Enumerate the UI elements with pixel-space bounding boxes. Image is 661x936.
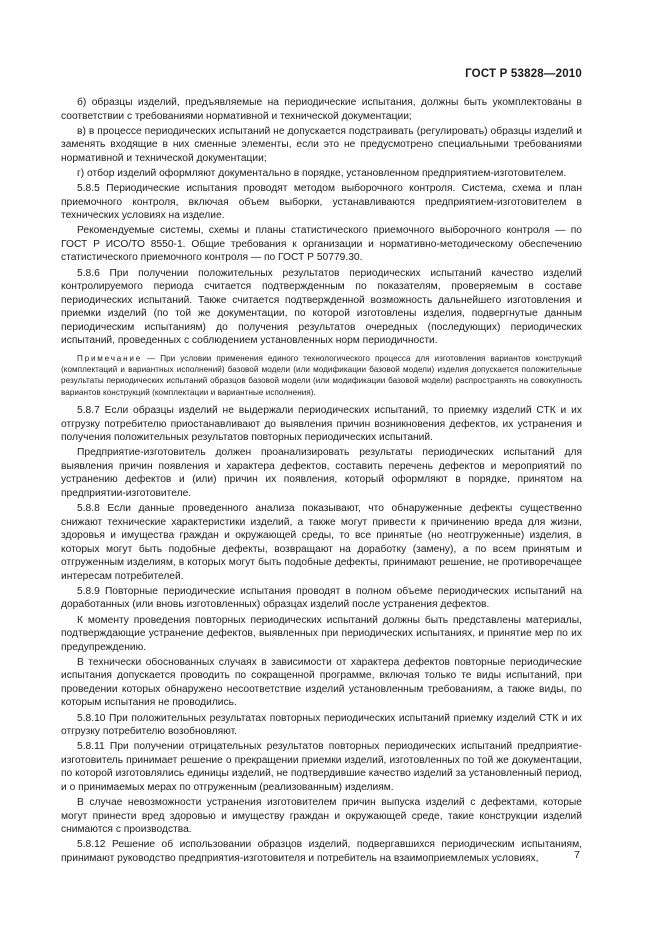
paragraph-discontinue: В случае невозможности устранения изготовителем причин выпуска изделий с дефектами, которые могут принести вред здоровью и имуществу граждан и окружающей среде, такие конструкции изделий снимаются с производства.: [61, 797, 582, 836]
paragraph-5-8-9: 5.8.9 Повторные периодические испытания проводят в полном объеме периодических испытаний на доработанных (или вновь изготовленных) образцах изделий после устранения дефектов.: [61, 585, 582, 611]
paragraph-5-8-12: 5.8.12 Решение об использовании образцов изделий, подвергавшихся периодическим испытаниям, принимают руководство предприятия-изготовителя и потребитель на взаимоприемлемых условиях,: [61, 839, 582, 864]
paragraph-item-b: б) образцы изделий, предъявляемые на периодические испытания, должны быть укомплектованы в соответствии с требованиями нормативной и технической документации;: [61, 97, 582, 122]
page-number: 7: [574, 849, 580, 861]
note-text: — При условии применения единого технологического процесса для изготовления вариантов конструкций (комплектаций и вариантных исполнений) базовой модели (или модификации базовой модели) изделия допускается положительные результаты периодических испытаний образцов базовой модели (или модификации базовой модели) распространять на совокупность вариантов конструкций (комплектации и вариантные исполнения).: [61, 353, 582, 397]
note-label: Примечание: [77, 353, 143, 363]
paragraph-recommended-systems: Рекомендуемые системы, схемы и планы статистического приемочного выборочного контроля — по ГОСТ Р ИСО/ТО 8550-1. Общие требования к организации и нормативно-методическому обеспечению статистического приемочного контроля — по ГОСТ Р 50779.30.: [61, 225, 582, 264]
paragraph-5-8-8: 5.8.8 Если данные проведенного анализа показывают, что обнаруженные дефекты существенно снижают технические характеристики изделий, а также могут привести к причинению вреда для жизни, здоровья и имущества граждан и окружающей среды, то все принятые (но неотгруженные) изделия, в которых могут быть подобные дефекты, возвращают на доработку (замену), а по всем принятым и отгруженным изделиям, в которых могут быть подобные дефекты, принимают решение, не противоречащее интересам потребителей.: [61, 503, 582, 582]
paragraph-5-8-7: 5.8.7 Если образцы изделий не выдержали периодических испытаний, то приемку изделий СТК и их отгрузку потребителю приостанавливают до выявления причин возникновения дефектов, их устранения и получения положительных результатов повторных периодических испытаний.: [61, 405, 582, 444]
paragraph-5-8-11: 5.8.11 При получении отрицательных результатов повторных периодических испытаний предприятие-изготовитель принимает решение о прекращении приемки изделий, изготовленных по той же документации, по которой изготовлялись единицы изделий, не подтвердившие качество изделий за установленный период, и о принимаемых мерах по отгруженным (реализованным) изделиям.: [61, 741, 582, 793]
document-code-header: ГОСТ Р 53828—2010: [465, 68, 582, 80]
paragraph-manufacturer-analysis: Предприятие-изготовитель должен проанализировать результаты периодических испытаний для выявления причин появления и характера дефектов, составить перечень дефектов и мероприятий по устранению дефектов и (или) причин их появления, который оформляют в порядке, принятом на предприятии-изготовителе.: [61, 447, 582, 499]
paragraph-item-g: г) отбор изделий оформляют документально в порядке, установленном предприятием-изготовителем.: [77, 167, 567, 179]
paragraph-materials: К моменту проведения повторных периодических испытаний должны быть представлены материалы, подтверждающие устранение дефектов, выявленных при периодических испытаниях, и принятие мер по их предупреждению.: [61, 614, 582, 653]
paragraph-5-8-6: 5.8.6 При получении положительных результатов периодических испытаний качество изделий контролируемого периода считается подтвержденным по показателям, проверяемым в составе периодических испытаний. Также считается подтвержденной возможность дальнейшего изготовления и приемки изделий (по той же документации, по которой изготовлены изделия, подвергнутые данным периодическим испытаниям) до получения результатов очередных (последующих) периодических испытаний, проведенных с соблюдением установленных норм периодичности.: [61, 267, 582, 347]
note-paragraph: [61, 353, 582, 398]
paragraph-item-v: в) в процессе периодических испытаний не допускается подстраивать (регулировать) образцы изделий и заменять входящие в них сменные элементы, если это не предусмотрено специальными требованиями нормативной и технической документации;: [61, 125, 582, 164]
paragraph-reduced-program: В технически обоснованных случаях в зависимости от характера дефектов повторные периодические испытания допускается проводить по сокращенной программе, включая только те виды испытаний, при проведении которых обнаружено несоответствие изделий установленным требованиям, а также виды, по которым испытания не проводились.: [61, 656, 582, 709]
paragraph-5-8-10: 5.8.10 При положительных результатах повторных периодических испытаний приемку изделий СТК и их отгрузку потребителю возобновляют.: [61, 712, 582, 738]
paragraph-5-8-5: 5.8.5 Периодические испытания проводят методом выборочного контроля. Система, схема и план приемочного контроля, включая объем выборки, устанавливаются предприятием-изготовителем в технических условиях на изделие.: [61, 183, 582, 222]
body-text: [61, 96, 582, 867]
